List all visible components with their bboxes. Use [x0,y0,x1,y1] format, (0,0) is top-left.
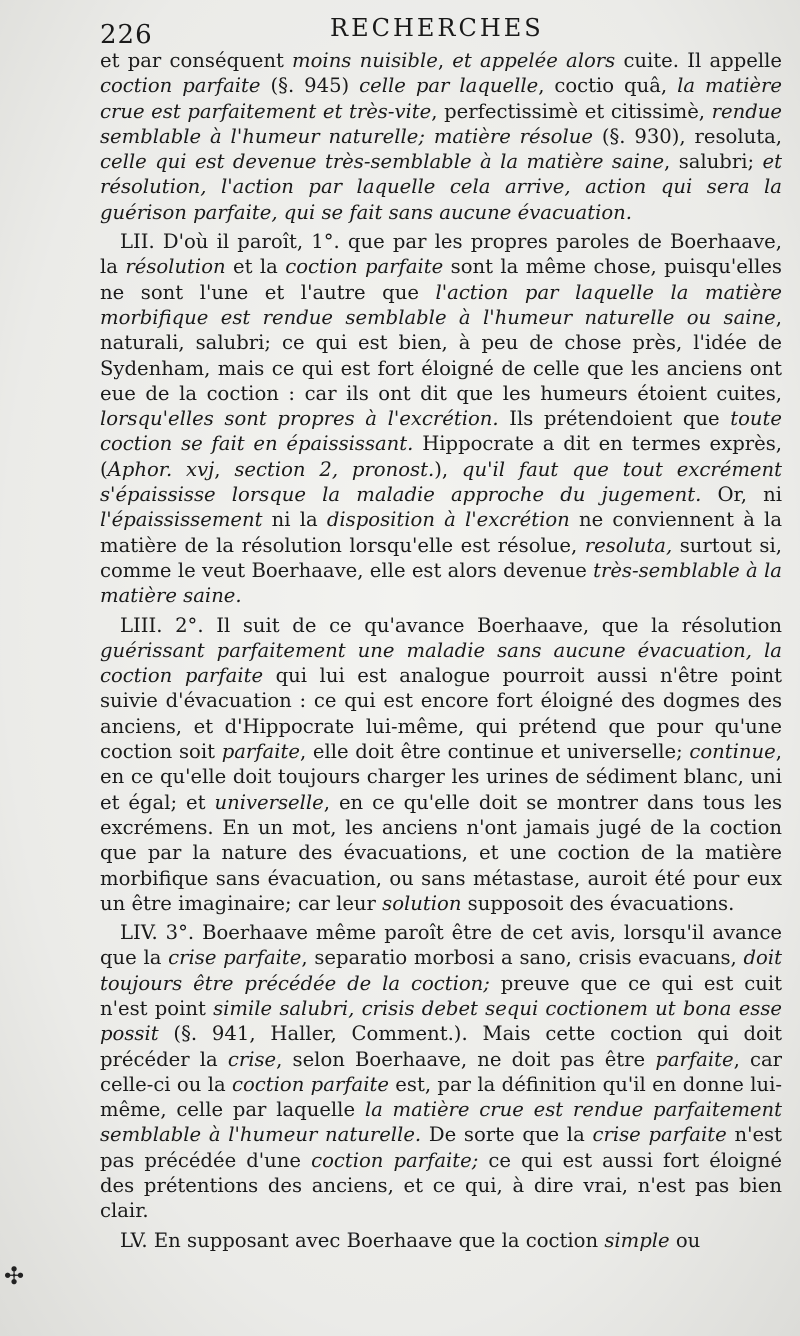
text-run: (§. 930), resoluta, [592,124,783,148]
text-run: et la [225,255,286,279]
italic-run: résolution [125,255,226,279]
page-number: 226 [100,20,153,50]
text-run: preuve que ce qui est cuit n'est point [100,971,783,1020]
paragraph-LIV [100,920,782,1224]
text-run: , salubri; [664,150,763,174]
italic-run: parfaite [221,740,300,764]
italic-run: crise [227,1047,277,1071]
paragraph-LII [100,229,782,608]
text-run: est, par la définition qu'il en donne lui-même, celle par laquelle [100,1072,782,1122]
text-run: , separatio morbosi a sano, crisis evacuans, [301,946,744,970]
italic-run: la matière crue est parfaitement et très-vite [100,74,782,123]
italic-run: simile salubri, crisis debet sequi coctionem ut bona esse possit [100,996,782,1046]
text-run: ou [669,1228,701,1252]
text-run: , car celle-ci ou la [100,1047,782,1096]
italic-run: et résolution, l'action par laquelle cela arrive, action qui sera la guérison parfaite, qui se fait sans aucune évacuation. [100,150,782,224]
italic-run: coction parfaite [285,255,444,279]
text-run: cuite. Il appelle [615,49,782,72]
text-run: , en ce qu'elle doit toujours charger les urines de sédiment blanc, uni et égal; et [100,740,783,814]
italic-run: parfaite [655,1047,734,1071]
text-run: ce qui est aussi fort éloigné des prétentions des anciens, et ce qui, à dire vrai, n'est pas bien clair. [100,1148,782,1223]
text-run: Ils prétendoient que [498,407,731,431]
text-run: , naturali, salubri; ce qui est bien, à peu de chose près, l'idée de Sydenham, mais ce qui est fort éloigné de celle que les anciens ont eue de la coction : car ils ont dit que les humeurs étoient cuites, [100,305,782,405]
text-run: n'est pas précédée d'une [100,1123,782,1172]
text-run: (§. 941, Haller, Comment.). Mais cette coction qui doit précéder la [100,1022,782,1071]
text-run: (§. 945) [260,74,360,98]
page-header [100,14,782,48]
text-run: , [214,457,235,481]
italic-run: moins nuisible [292,49,438,72]
text-run: LIII. 2°. Il suit de ce qu'avance Boerhaave, que la résolution [120,613,782,637]
text-run: ), [434,457,462,481]
italic-run: universelle [214,790,324,814]
italic-run: simple [604,1228,670,1252]
text-run: , perfectissimè et citissimè, [431,99,712,123]
italic-run: continue [689,740,776,764]
text-run: , coctio quâ, [538,74,678,98]
text-run: , elle doit être continue et universelle; [299,740,690,764]
italic-run: la matière crue est rendue parfaitement semblable à l'humeur naturelle. [100,1098,782,1147]
text-run: , en ce qu'elle doit se montrer dans tous les excrémens. En un mot, les anciens n'ont jamais jugé de la coction que par la nature des évacuations, et une coction de la matière morbifique sans évacuation, ou sans métastase, auroit été pour eux un être imaginaire; car leur [100,790,783,915]
text-run: qui lui est analogue pourroit aussi n'être point suivie d'évacuation : ce qui est encore fort éloigné des dogmes des anciens, et d'Hippocrate lui-même, qui prétend que pour qu'une coction soit [100,664,783,764]
text-run: , [437,49,453,72]
italic-run: et appelée alors [452,49,616,72]
italic-run: doit toujours être précédée de la coction; [100,946,782,995]
text-run: LV. En supposant avec Boerhaave que la coction [120,1228,605,1252]
text-run: LII. D'où il paroît, 1°. que par les propres paroles de Boerhaave, la [100,230,782,279]
italic-run: coction parfaite [232,1072,389,1096]
italic-run: guérissant parfaitement une maladie sans aucune évacuation, la coction parfaite [100,638,782,688]
text-run: ni la [262,508,327,532]
italic-run: coction parfaite [100,74,261,98]
italic-run: l'épaississement [100,508,263,532]
italic-run: toute coction se fait en épaississant. [100,407,782,456]
text-run: surtout si, comme le veut Boerhaave, elle est alors devenue [100,533,782,582]
text-run: ne conviennent à la matière de la résolution lorsqu'elle est résolue, [100,508,783,557]
italic-run: rendue semblable à l'humeur naturelle; matière résolue [100,99,782,148]
text-run: Or, ni [701,483,782,507]
italic-run: disposition à l'excrétion [326,508,570,532]
italic-run: coction parfaite; [311,1148,479,1172]
body-text [100,48,782,1253]
text-run: supposoit des évacuations. [461,891,735,915]
text-run: et par conséquent [100,49,293,72]
italic-run: qu'il faut que tout excrément s'épaississe lorsque la maladie approche du jugement. [100,457,782,507]
italic-run: solution [382,891,462,915]
paragraph-continuation [100,48,782,225]
text-run: LIV. 3°. Boerhaave même paroît être de cet avis, lorsqu'il avance que la [100,921,782,970]
italic-run: crise parfaite [592,1123,727,1147]
italic-run: celle par laquelle [359,74,539,98]
italic-run: celle qui est devenue très-semblable à la matière saine [100,150,665,174]
italic-run: Aphor. xvj [107,457,215,481]
text-run: , selon Boerhaave, ne doit pas être [276,1047,656,1071]
running-head: RECHERCHES [330,14,544,42]
paragraph-LIII [100,613,782,917]
italic-run: très-semblable à la matière saine. [100,558,782,608]
paragraph-LV [100,1228,782,1253]
margin-blot: ✣ [4,1262,25,1290]
italic-run: section 2, pronost. [234,457,435,481]
text-run: sont la même chose, puisqu'elles ne sont l'une et l'autre que [100,255,782,304]
text-run: Hippocrate a dit en termes exprès, ( [100,432,782,481]
text-run: De sorte que la [421,1123,593,1147]
italic-run: crise parfaite [168,946,302,970]
italic-run: resoluta, [584,533,673,557]
italic-run: l'action par laquelle la matière morbifique est rendue semblable à l'humeur naturelle ou saine [100,280,782,329]
italic-run: lorsqu'elles sont propres à l'excrétion. [100,407,499,431]
